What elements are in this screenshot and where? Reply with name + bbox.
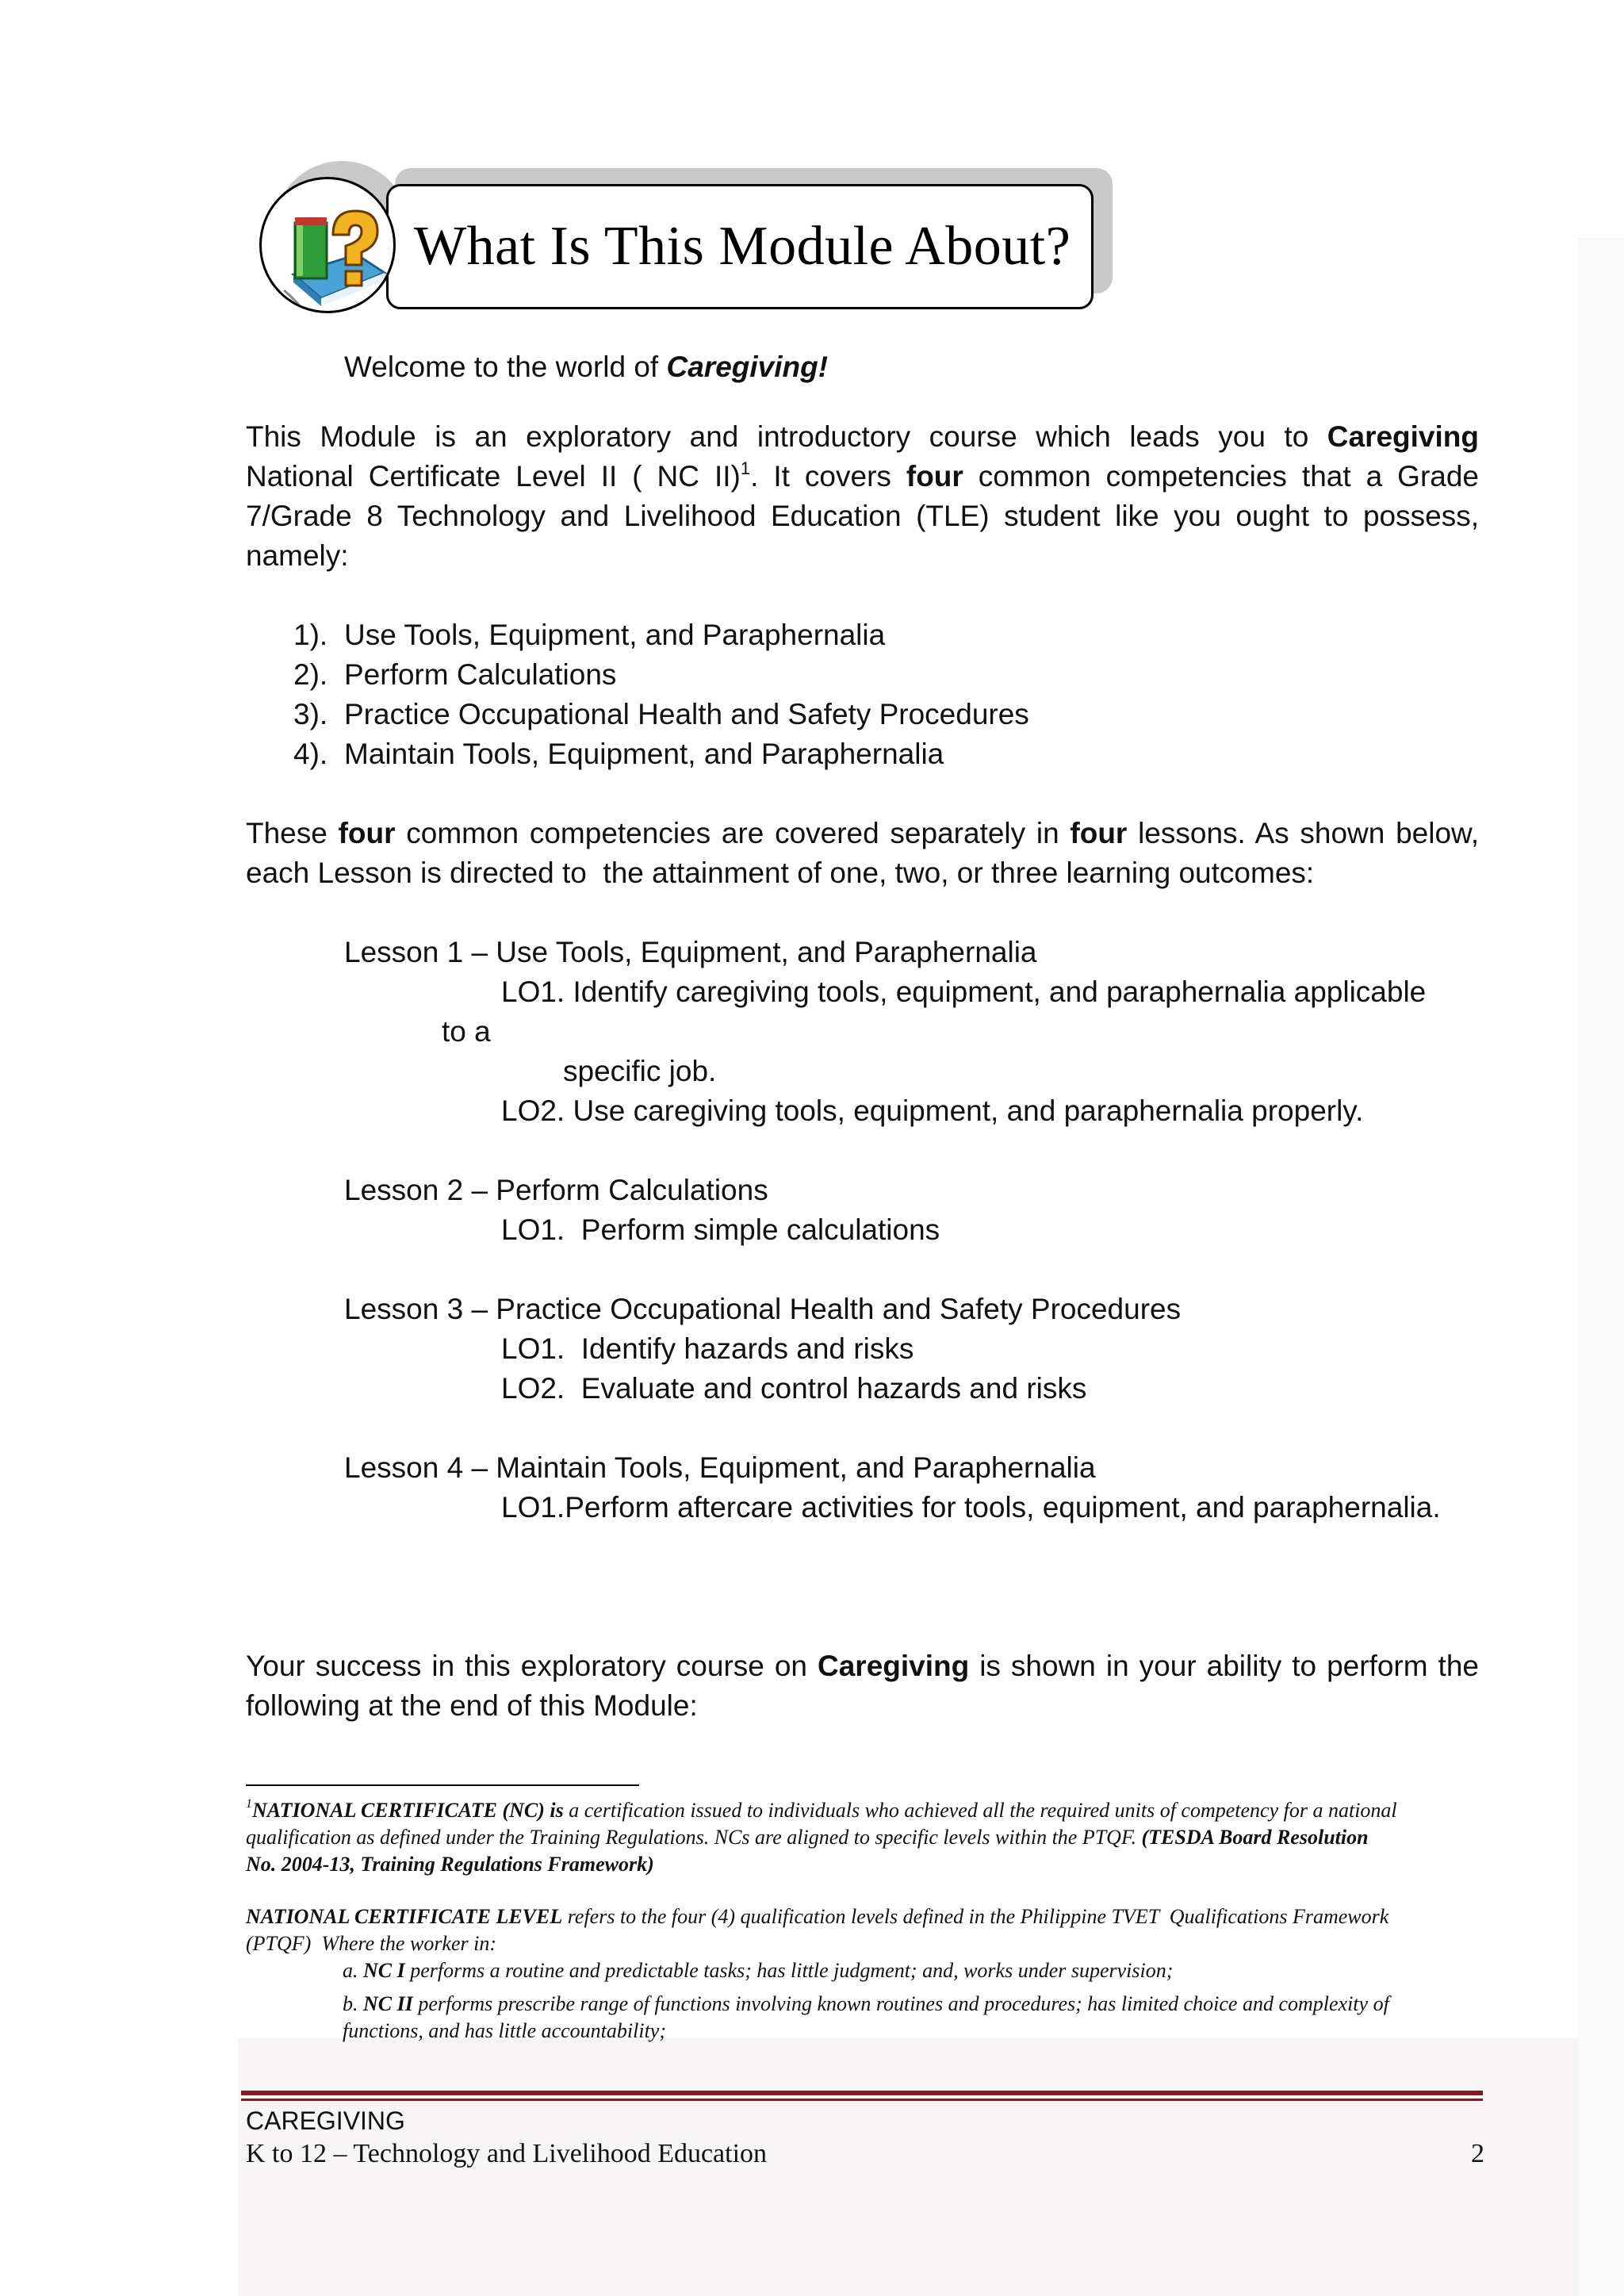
list-item: 1). Use Tools, Equipment, and Paraphernalia [293,619,886,651]
footer-rule [241,2091,1483,2095]
welcome-line [344,347,828,387]
footnote-2-item-b-cont: functions, and has little accountability; [343,2019,667,2042]
lesson-4-title: Lesson 4 – Maintain Tools, Equipment, and Paraphernalia [344,1451,1096,1484]
lesson-1-title: Lesson 1 – Use Tools, Equipment, and Paraphernalia [344,936,1037,968]
coverage-line-1: These four common competencies are covered separately in four lessons. As shown below, [246,817,1479,849]
footer-program: K to 12 – Technology and Livelihood Education [246,2139,768,2168]
intro-line-4: namely: [246,539,349,572]
lesson-1-lo1-wrap: to a [442,1015,491,1048]
success-paragraph [246,1646,1479,1726]
footer-subject: CAREGIVING [246,2106,405,2135]
lesson-4-lo1: LO1.Perform aftercare activities for tools, equipment, and paraphernalia. [501,1491,1441,1524]
page-edge-shade [1578,238,1624,2296]
welcome-emphasis: Caregiving! [666,351,829,383]
footnote-2-line-1: NATIONAL CERTIFICATE LEVEL refers to the four (4) qualification levels defined in the Philippine TVET Qualifications Framework [246,1905,1389,1928]
intro-line-1: This Module is an exploratory and introductory course which leads you to Caregiving [246,420,1479,453]
success-line-2: following at the end of this Module: [246,1689,698,1722]
footnote-2-item-b: b. NC II performs prescribe range of functions involving known routines and procedures; has limited choice and complexity of [343,1992,1389,2015]
intro-line-3: 7/Grade 8 Technology and Livelihood Education (TLE) student like you ought to possess, [246,500,1479,532]
coverage-line-2: each Lesson is directed to the attainment of one, two, or three learning outcomes: [246,857,1315,889]
footer-rule-thin [241,2099,1483,2101]
success-line-1: Your success in this exploratory course on Caregiving is shown in your ability to perform the [246,1650,1479,1682]
lesson-1-lo1-cont: specific job. [563,1055,717,1087]
footnote-1-line-2: qualification as defined under the Training Regulations. NCs are aligned to specific levels within the PTQF. (TESDA Board Resolution [246,1826,1369,1849]
lesson-2-title: Lesson 2 – Perform Calculations [344,1174,768,1206]
list-item: 4). Maintain Tools, Equipment, and Paraphernalia [293,738,944,770]
intro-line-2: National Certificate Level II ( NC II)$^1$. It covers four common competencies that a Grade [246,458,1480,493]
competency-list [293,615,1029,774]
footnote-1-line-1: $^1$NATIONAL CERTIFICATE (NC) is a certification issued to individuals who achieved all the required units of competency for a national [246,1797,1397,1822]
page-number: 2 [1471,2139,1484,2168]
list-item: 2). Perform Calculations [293,658,617,691]
footnote-2-line-2: (PTQF) Where the worker in: [246,1932,497,1955]
question-book-icon [259,177,396,313]
module-header [386,184,1094,309]
page-title: What Is This Module About? [414,216,1071,277]
footnote-1-line-3: No. 2004-13, Training Regulations Framework) [246,1853,654,1876]
lesson-3-lo1: LO1. Identify hazards and risks [501,1332,914,1365]
welcome-text: Welcome to the world of [344,351,667,383]
lesson-3-title: Lesson 3 – Practice Occupational Health and Safety Procedures [344,1293,1182,1325]
footnote-2-item-a: a. NC I performs a routine and predictable tasks; has little judgment; and, works under supervision; [343,1959,1174,1982]
intro-paragraph [246,417,1479,576]
lesson-1-lo1: LO1. Identify caregiving tools, equipment, and paraphernalia applicable [501,976,1427,1008]
lesson-1-lo2: LO2. Use caregiving tools, equipment, and paraphernalia properly. [501,1094,1364,1127]
lesson-2-lo1: LO1. Perform simple calculations [501,1213,940,1246]
coverage-paragraph [246,814,1479,893]
list-item: 3). Practice Occupational Health and Safety Procedures [293,698,1029,730]
footnote-rule [246,1784,639,1786]
lesson-3-lo2: LO2. Evaluate and control hazards and risks [501,1372,1087,1405]
